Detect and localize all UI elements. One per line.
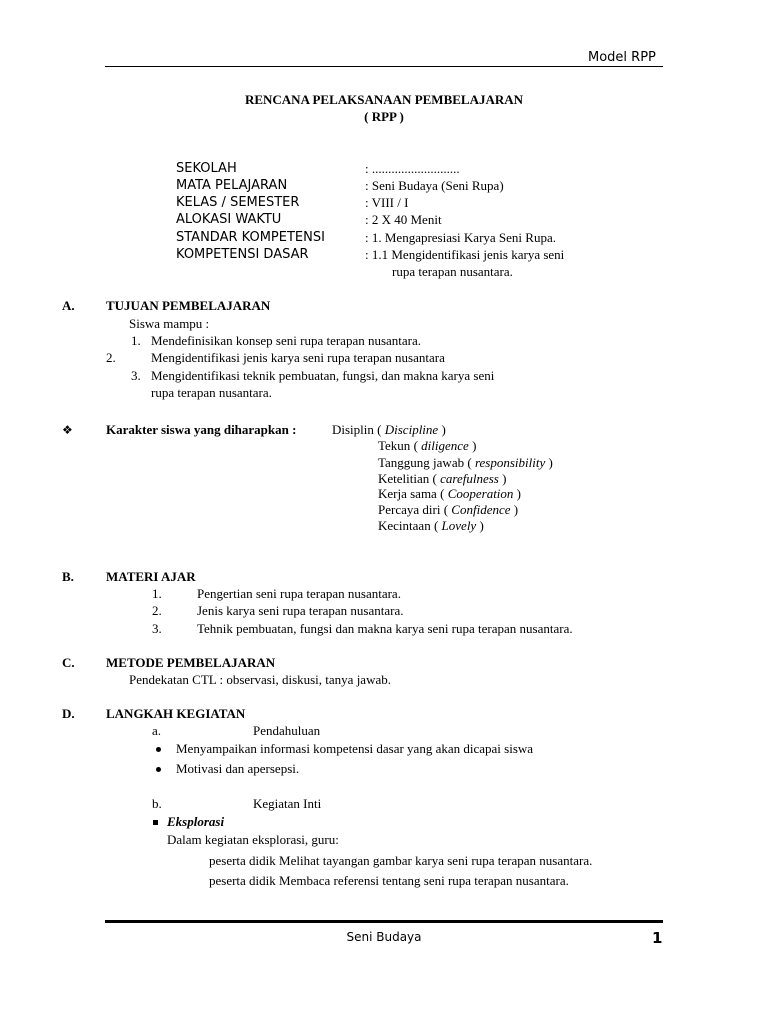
part-a-letter: a. bbox=[152, 723, 162, 738]
identity-label: SEKOLAH bbox=[176, 161, 237, 176]
karakter-term: Kerja sama bbox=[378, 486, 437, 501]
karakter-term-en: responsibility bbox=[474, 455, 546, 470]
karakter-term: Tanggung jawab bbox=[378, 455, 465, 470]
karakter-term-en: carefulness bbox=[440, 471, 499, 486]
section-c-letter: C. bbox=[62, 655, 75, 670]
title-line-2: ( RPP ) bbox=[364, 109, 404, 124]
identity-label: STANDAR KOMPETENSI bbox=[176, 230, 325, 245]
list-item: Tehnik pembuatan, fungsi dan makna karya seni rupa terapan nusantara. bbox=[197, 621, 573, 636]
identity-value: : VIII / I bbox=[365, 195, 409, 210]
list-number: 2. bbox=[106, 350, 116, 365]
list-number: 2. bbox=[152, 603, 162, 618]
list-number: 1. bbox=[152, 586, 162, 601]
identity-label: MATA PELAJARAN bbox=[176, 178, 288, 193]
identity-value: : 2 X 40 Menit bbox=[365, 212, 442, 227]
section-d-heading: LANGKAH KEGIATAN bbox=[106, 706, 246, 721]
part-b-title: Kegiatan Inti bbox=[253, 796, 322, 811]
karakter-term: Percaya diri bbox=[378, 502, 441, 517]
list-item: Mengidentifikasi jenis karya seni rupa terapan nusantara bbox=[151, 350, 445, 365]
list-item: Pengertian seni rupa terapan nusantara. bbox=[197, 586, 401, 601]
part-a-title: Pendahuluan bbox=[253, 723, 321, 738]
bullet-item: Motivasi dan apersepsi. bbox=[176, 761, 300, 776]
section-b-letter: B. bbox=[62, 569, 74, 584]
karakter-item: Percaya diri ( Confidence ) bbox=[378, 502, 519, 517]
karakter-term: Tekun bbox=[378, 438, 411, 453]
list-item-continuation: rupa terapan nusantara. bbox=[151, 385, 272, 400]
eksplorasi-heading: Eksplorasi bbox=[167, 814, 225, 829]
section-c-heading: METODE PEMBELAJARAN bbox=[106, 655, 276, 670]
karakter-item: Ketelitian ( carefulness ) bbox=[378, 471, 507, 486]
identity-label: ALOKASI WAKTU bbox=[176, 212, 282, 227]
square-bullet-icon bbox=[153, 820, 158, 825]
page-number: 1 bbox=[652, 929, 663, 947]
karakter-term: Disiplin bbox=[332, 422, 374, 437]
list-number: 3. bbox=[131, 368, 141, 383]
section-a-letter: A. bbox=[62, 298, 75, 313]
karakter-label: Karakter siswa yang diharapkan : bbox=[106, 422, 297, 437]
footer-label: Seni Budaya bbox=[346, 930, 422, 944]
part-b-letter: b. bbox=[152, 796, 162, 811]
header-rule bbox=[105, 66, 663, 67]
list-item: Mendefinisikan konsep seni rupa terapan nusantara. bbox=[151, 333, 422, 348]
list-item: Mengidentifikasi teknik pembuatan, fungsi, dan makna karya seni bbox=[151, 368, 495, 383]
identity-label: KELAS / SEMESTER bbox=[176, 195, 300, 210]
karakter-term-en: diligence bbox=[421, 438, 469, 453]
list-number: 3. bbox=[152, 621, 162, 636]
karakter-term: Kecintaan bbox=[378, 518, 431, 533]
identity-value: : 1. Mengapresiasi Karya Seni Rupa. bbox=[365, 230, 556, 245]
identity-label: KOMPETENSI DASAR bbox=[176, 247, 309, 262]
title-line-1: RENCANA PELAKSANAAN PEMBELAJARAN bbox=[244, 92, 524, 107]
diamond-icon: ❖ bbox=[62, 423, 73, 437]
section-c-text: Pendekatan CTL : observasi, diskusi, tanya jawab. bbox=[129, 672, 391, 687]
karakter-term-en: Discipline bbox=[384, 422, 439, 437]
bullet-item: Menyampaikan informasi kompetensi dasar yang akan dicapai siswa bbox=[176, 741, 534, 756]
list-item: Jenis karya seni rupa terapan nusantara. bbox=[197, 603, 404, 618]
list-number: 1. bbox=[131, 333, 141, 348]
karakter-term-en: Cooperation bbox=[447, 486, 514, 501]
eksplorasi-line: peserta didik Melihat tayangan gambar karya seni rupa terapan nusantara. bbox=[209, 853, 593, 868]
section-a-heading: TUJUAN PEMBELAJARAN bbox=[106, 298, 271, 313]
identity-value-continuation: rupa terapan nusantara. bbox=[392, 264, 513, 279]
section-b-heading: MATERI AJAR bbox=[106, 569, 196, 584]
karakter-term-en: Confidence bbox=[451, 502, 511, 517]
eksplorasi-intro: Dalam kegiatan eksplorasi, guru: bbox=[167, 832, 339, 847]
bullet-icon bbox=[156, 767, 161, 772]
header-label: Model RPP bbox=[588, 50, 656, 65]
karakter-item: Kecintaan ( Lovely ) bbox=[378, 518, 484, 533]
identity-value: : Seni Budaya (Seni Rupa) bbox=[365, 178, 504, 193]
karakter-item: Tanggung jawab ( responsibility ) bbox=[378, 455, 553, 470]
karakter-term: Ketelitian bbox=[378, 471, 430, 486]
section-d-letter: D. bbox=[62, 706, 75, 721]
karakter-term-en: Lovely bbox=[441, 518, 477, 533]
eksplorasi-line: peserta didik Membaca referensi tentang seni rupa terapan nusantara. bbox=[209, 873, 569, 888]
karakter-item: Tekun ( diligence ) bbox=[378, 438, 477, 453]
footer-rule bbox=[105, 920, 663, 923]
identity-value: : 1.1 Mengidentifikasi jenis karya seni bbox=[365, 247, 565, 262]
identity-value: : ........................... bbox=[365, 161, 460, 176]
karakter-item: Disiplin ( Discipline ) bbox=[332, 422, 446, 437]
karakter-item: Kerja sama ( Cooperation ) bbox=[378, 486, 522, 501]
section-a-intro: Siswa mampu : bbox=[129, 316, 210, 331]
bullet-icon bbox=[156, 747, 161, 752]
